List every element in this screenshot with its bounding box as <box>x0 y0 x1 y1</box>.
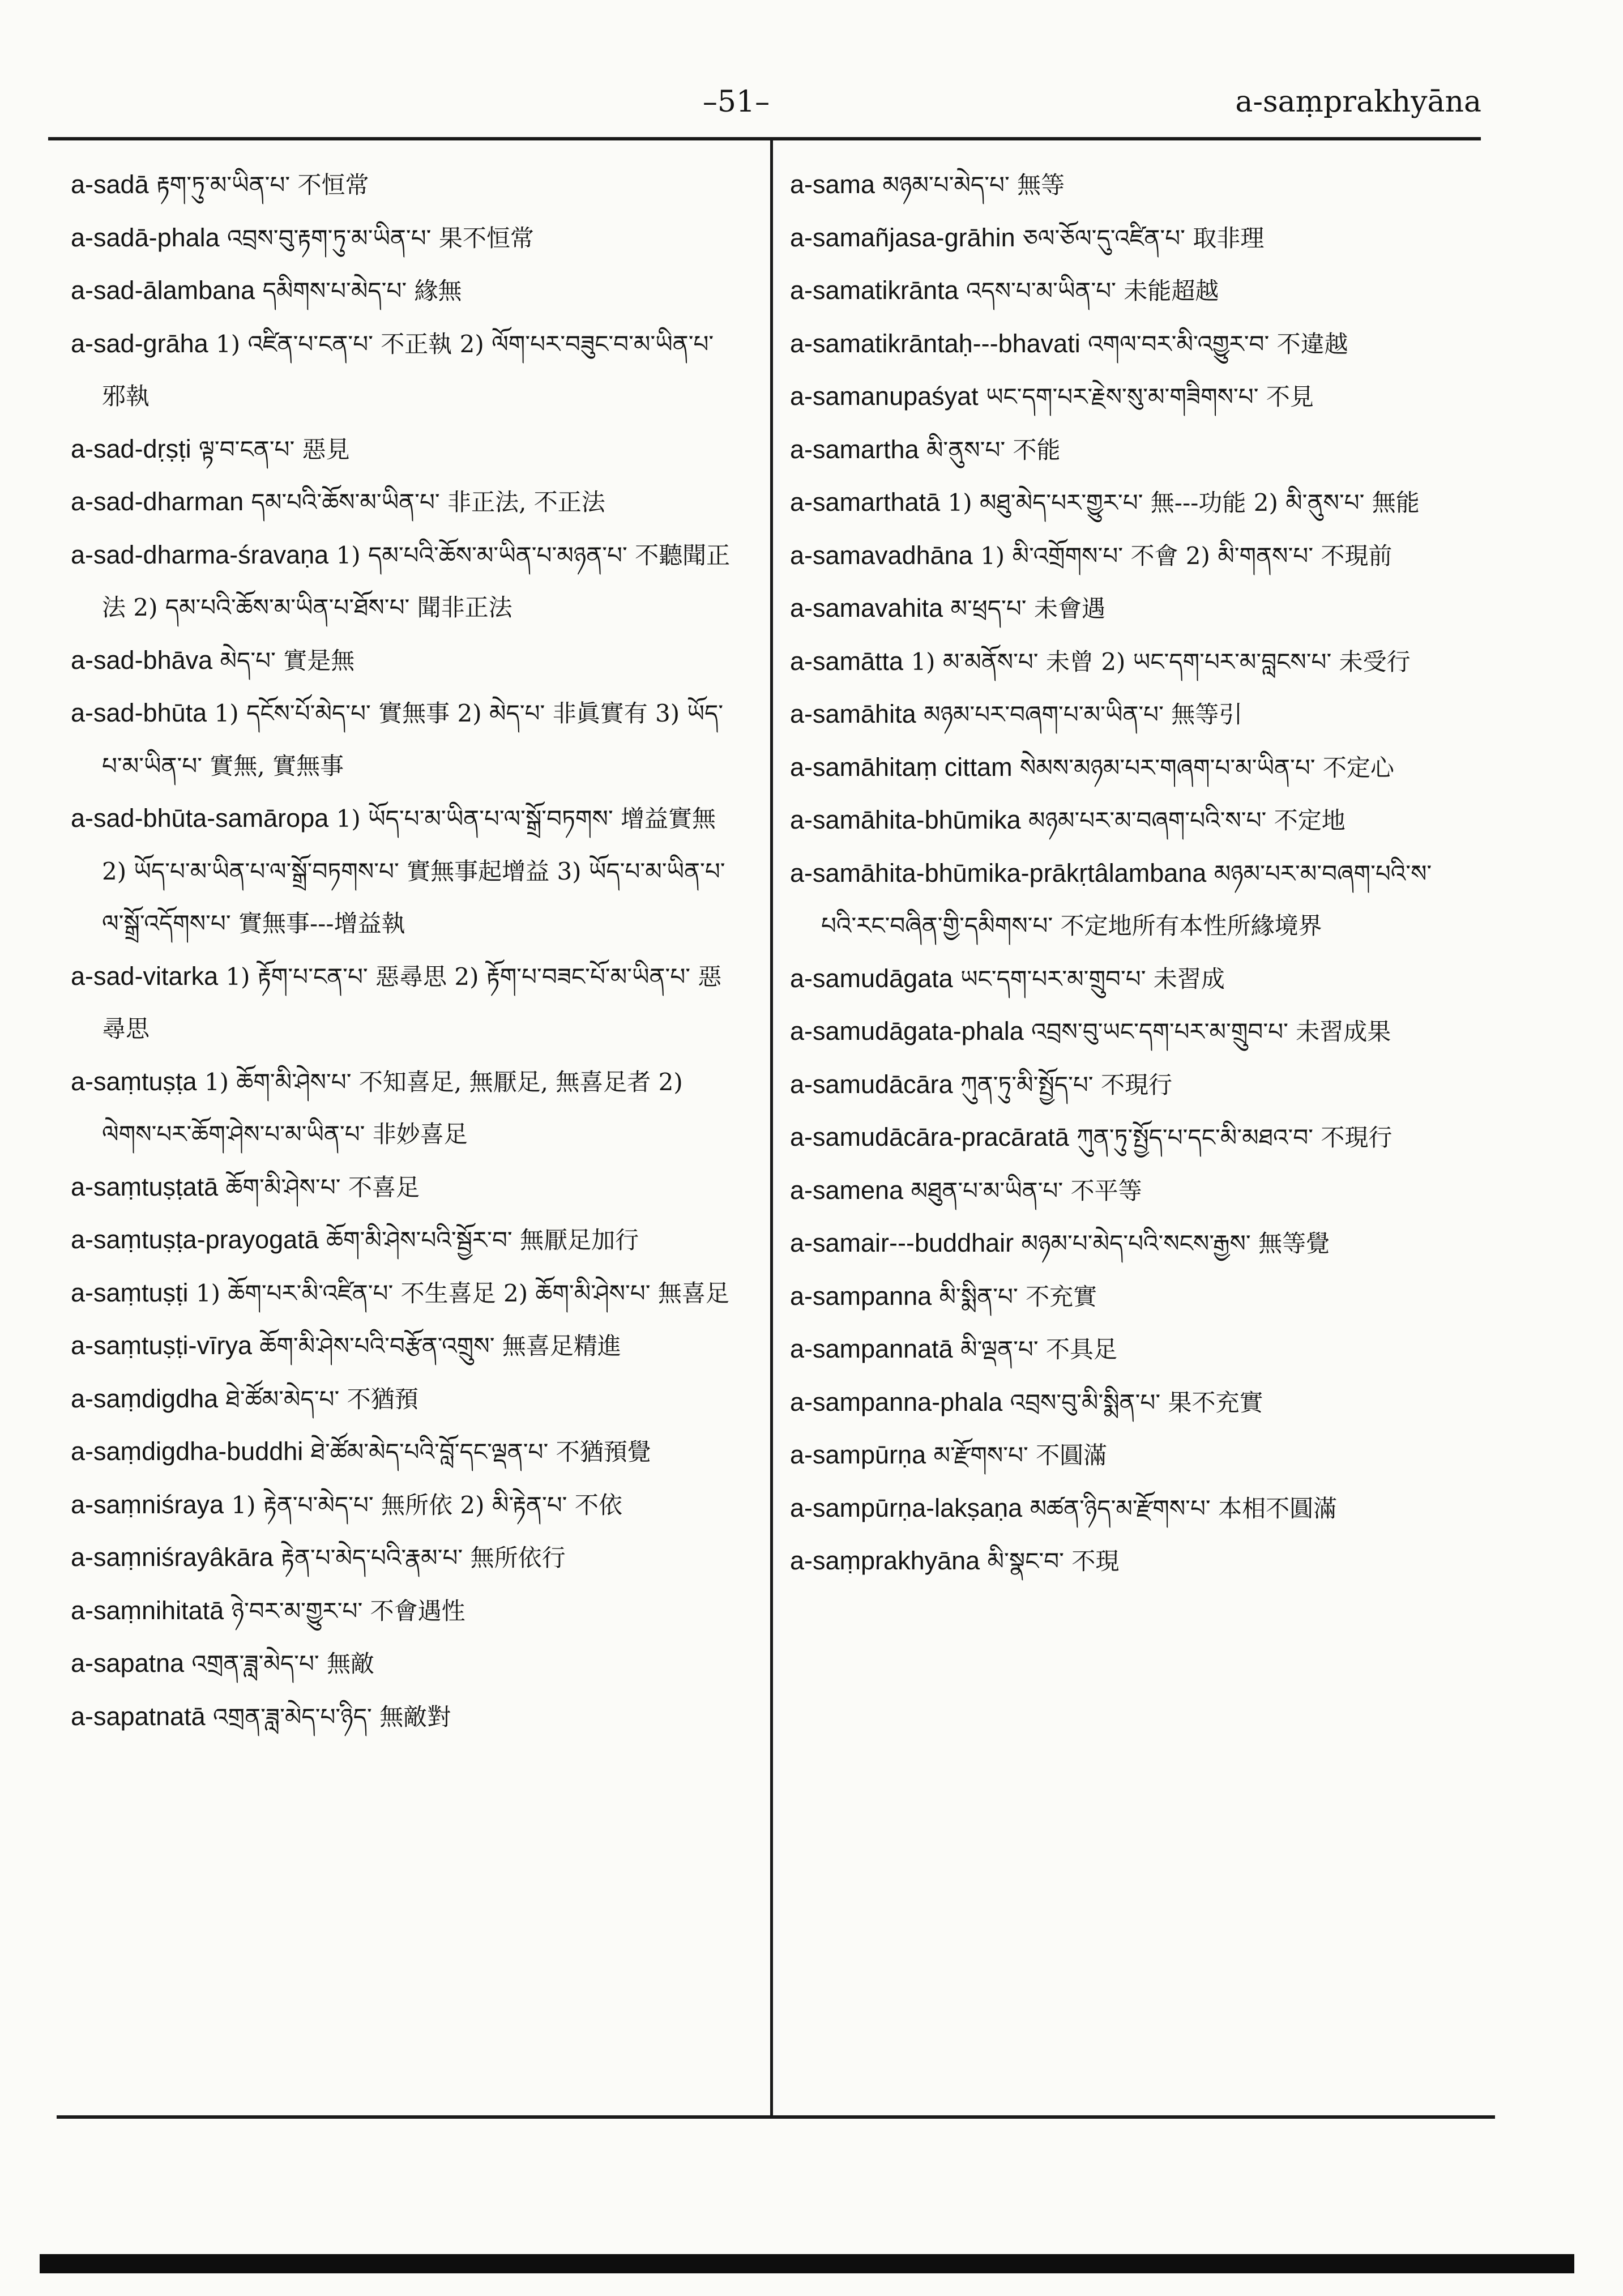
dictionary-entry <box>790 1323 1458 1376</box>
entry-headword: a-sad-bhūta <box>71 698 207 727</box>
entry-headword: a-sad-bhāva <box>71 645 213 675</box>
entry-headword: a-samavadhāna <box>790 540 973 570</box>
entry-translation: ཆོག་མི་ཤེས་པ་ 不喜足 <box>225 1173 420 1201</box>
entry-headword: a-sampannatā <box>790 1334 953 1363</box>
entry-translation: 1) ཆོག་པར་མི་འཛིན་པ་ 不生喜足 2) ཆོག་མི་ཤེས་པ་ 無喜足 <box>195 1279 729 1307</box>
entry-translation: ཆོག་མི་ཤེས་པའི་སྦྱོར་བ་ 無厭足加行 <box>326 1226 639 1254</box>
dictionary-entry <box>71 1267 739 1320</box>
dictionary-entry <box>71 1161 739 1214</box>
dictionary-entry <box>71 1531 739 1585</box>
entry-headword: a-samanupaśyat <box>790 382 979 411</box>
entry-headword: a-samāhita-bhūmika-prākṛtâlambana <box>790 858 1207 887</box>
entry-headword: a-saṃtuṣṭatā <box>71 1172 219 1201</box>
running-head: a-saṃprakhyāna <box>1235 85 1481 119</box>
dictionary-entry <box>790 476 1458 530</box>
entry-headword: a-sadā <box>71 170 149 199</box>
entry-headword: a-saṃprakhyāna <box>790 1546 980 1575</box>
dictionary-entry <box>71 792 739 950</box>
entry-translation: 1) ཡོད་པ་མ་ཡིན་པ་ལ་སྒྲོ་བཏགས་ 增益實無 2) ཡོད་པ་མ་ཡིན་པ་ལ་སྒྲོ་བཏགས་པ་ 實無事起增益 3) ཡོད་པ་མ་ཡིན་པ་ལ་སྒྲོ་འདོགས་པ་ 實無事---增益執 <box>102 805 725 937</box>
entry-translation: ཉེ་བར་མ་གྱུར་པ་ 不會遇性 <box>231 1597 465 1625</box>
entry-translation: འབྲས་བུ་ཡང་དག་པར་མ་གྲུབ་པ་ 未習成果 <box>1031 1018 1391 1045</box>
dictionary-entry <box>790 953 1458 1006</box>
entry-translation: ཡང་དག་པར་མ་གྲུབ་པ་ 未習成 <box>960 965 1225 993</box>
entry-translation: 1) མཐུ་མེད་པར་གྱུར་པ་ 無---功能 2) མི་ནུས་པ་ 無能 <box>947 489 1420 517</box>
dictionary-entry <box>790 212 1458 265</box>
top-rule <box>48 137 1481 140</box>
dictionary-entry <box>790 1429 1458 1482</box>
entry-headword: a-sapatna <box>71 1649 185 1678</box>
dictionary-entry <box>71 1320 739 1373</box>
entry-headword: a-saṃniśrayâkāra <box>71 1543 274 1572</box>
entry-headword: a-saṃtuṣṭa <box>71 1066 197 1096</box>
entry-headword: a-sad-dharman <box>71 487 244 516</box>
entry-translation: 1) འཛིན་པ་ངན་པ་ 不正執 2) ལོག་པར་བཟུང་བ་མ་ཡིན་པ་ 邪執 <box>102 330 714 410</box>
dictionary-entry <box>71 1585 739 1638</box>
entry-headword: a-samudāgata <box>790 963 953 993</box>
dictionary-entry <box>71 212 739 265</box>
entry-headword: a-samartha <box>790 434 919 464</box>
entry-translation: མ་ཕྲད་པ་ 未會遇 <box>950 595 1105 622</box>
entry-headword: a-saṃdigdha <box>71 1384 219 1413</box>
entry-translation: མཐུན་པ་མ་ཡིན་པ་ 不平等 <box>911 1176 1142 1205</box>
entry-translation: 1) རྟེན་པ་མེད་པ་ 無所依 2) མི་རྟེན་པ་ 不依 <box>231 1491 622 1519</box>
entry-translation: 1) མི་འགྲོགས་པ་ 不會 2) མི་གནས་པ་ 不現前 <box>980 541 1393 570</box>
entry-headword: a-samatikrānta <box>790 276 959 305</box>
entry-translation: 1) དངོས་པོ་མེད་པ་ 實無事 2) མེད་པ་ 非眞實有 3) ཡོད་པ་མ་ཡིན་པ་ 實無, 實無事 <box>102 699 724 780</box>
dictionary-entry <box>790 1376 1458 1429</box>
left-column <box>71 159 739 1743</box>
entry-translation: མཉམ་པ་མེད་པའི་སངས་རྒྱས་ 無等覺 <box>1021 1230 1330 1257</box>
entry-translation: 1) རྟོག་པ་ངན་པ་ 惡尋思 2) རྟོག་པ་བཟང་པོ་མ་ཡིན་པ་ 惡尋思 <box>102 962 722 1043</box>
dictionary-entry <box>790 1217 1458 1270</box>
entry-translation: རྟེན་པ་མེད་པའི་རྣམ་པ་ 無所依行 <box>281 1544 566 1572</box>
dictionary-entry <box>790 1005 1458 1059</box>
entry-translation: 1) མ་མནོས་པ་ 未曾 2) ཡང་དག་པར་མ་བླངས་པ་ 未受行 <box>911 647 1411 676</box>
dictionary-entry <box>790 582 1458 635</box>
dictionary-entry <box>71 687 739 792</box>
dictionary-entry <box>71 423 739 476</box>
dictionary-entry <box>71 1479 739 1532</box>
entry-headword: a-samañjasa-grāhin <box>790 223 1015 252</box>
entry-headword: a-sampūrṇa <box>790 1440 926 1469</box>
dictionary-entry <box>790 1111 1458 1164</box>
entry-translation: སེམས་མཉམ་པར་གཞག་པ་མ་ཡིན་པ་ 不定心 <box>1019 753 1394 782</box>
entry-headword: a-samena <box>790 1175 904 1205</box>
dictionary-entry <box>790 1164 1458 1218</box>
entry-translation: མཚན་ཉིད་མ་རྫོགས་པ་ 本相不圓滿 <box>1030 1494 1338 1522</box>
dictionary-entry <box>790 741 1458 795</box>
entry-translation: ཀུན་ཏུ་མི་སྤྱོད་པ་ 不現行 <box>960 1070 1172 1099</box>
entry-translation: 1) དམ་པའི་ཆོས་མ་ཡིན་པ་མཉན་པ་ 不聽聞正法 2) དམ་པའི་ཆོས་མ་ཡིན་པ་ཐོས་པ་ 聞非正法 <box>102 541 731 621</box>
entry-headword: a-samāhitaṃ cittam <box>790 752 1013 782</box>
dictionary-entry <box>71 1691 739 1744</box>
entry-headword: a-sapatnatā <box>71 1701 206 1731</box>
entry-headword: a-saṃtuṣṭi <box>71 1278 189 1307</box>
entry-translation: དམིགས་པ་མེད་པ་ 緣無 <box>262 277 462 305</box>
dictionary-entry <box>71 1637 739 1691</box>
page-number: –51– <box>702 85 770 119</box>
entry-translation: འགལ་བར་མི་འགྱུར་བ་ 不違越 <box>1088 330 1348 358</box>
bottom-rule <box>57 2115 1495 2119</box>
entry-translation: མཉམ་པར་མ་བཞག་པའི་ས་པའི་རང་བཞིན་གྱི་དམིགས་པ་ 不定地所有本性所緣境界 <box>821 859 1432 940</box>
entry-translation: ཆོག་མི་ཤེས་པའི་བརྩོན་འགྲུས་ 無喜足精進 <box>259 1332 621 1360</box>
dictionary-entry <box>790 1270 1458 1324</box>
entry-translation: འགྲན་ཟླ་མེད་པ་ཉིད་ 無敵對 <box>213 1702 451 1731</box>
dictionary-entry <box>71 318 739 423</box>
dictionary-entry <box>790 635 1458 689</box>
entry-translation: འབྲས་བུ་མི་སྨིན་པ་ 果不充實 <box>1010 1388 1263 1416</box>
dictionary-entry <box>790 318 1458 371</box>
entry-translation: ཀུན་ཏུ་སྤྱོད་པ་དང་མི་མཐའ་བ་ 不現行 <box>1077 1124 1393 1151</box>
scan-edge-bar <box>40 2254 1574 2273</box>
entry-translation: ཡང་དག་པར་རྗེས་སུ་མ་གཟིགས་པ་ 不見 <box>986 383 1314 411</box>
entry-headword: a-sama <box>790 170 875 199</box>
entry-headword: a-samair---buddhair <box>790 1228 1014 1257</box>
dictionary-entry <box>71 950 739 1056</box>
entry-headword: a-samāhita <box>790 699 916 728</box>
entry-headword: a-sampanna <box>790 1281 932 1311</box>
dictionary-entry <box>790 1059 1458 1112</box>
dictionary-entry <box>790 1535 1458 1588</box>
entry-translation: འདས་པ་མ་ཡིན་པ་ 未能超越 <box>966 277 1219 305</box>
entry-headword: a-sad-grāha <box>71 328 208 358</box>
dictionary-entry <box>71 529 739 634</box>
entry-translation: ཐེ་ཚོམ་མེད་པའི་བློ་དང་ལྡན་པ་ 不猶預覺 <box>310 1438 651 1466</box>
entry-translation: ཅལ་ཅོལ་དུ་འཛིན་པ་ 取非理 <box>1023 224 1265 252</box>
entry-translation: མེད་པ་ 實是無 <box>220 646 355 675</box>
dictionary-entry <box>790 847 1458 953</box>
entry-headword: a-samudācāra-pracāratā <box>790 1123 1069 1151</box>
entry-headword: a-samātta <box>790 646 904 676</box>
dictionary-entry <box>71 1056 739 1161</box>
entry-headword: a-sadā-phala <box>71 223 220 252</box>
entry-translation: མི་སྣང་བ་ 不現 <box>987 1547 1120 1575</box>
column-divider <box>770 140 773 2117</box>
dictionary-entry <box>790 159 1458 212</box>
dictionary-entry <box>790 370 1458 424</box>
entry-headword: a-samatikrāntaḥ---bhavati <box>790 328 1080 358</box>
entry-headword: a-sampanna-phala <box>790 1387 1003 1416</box>
entry-headword: a-saṃnihitatā <box>71 1595 224 1625</box>
dictionary-entry <box>71 1426 739 1479</box>
right-column <box>790 159 1458 1588</box>
dictionary-entry <box>790 1482 1458 1535</box>
entry-translation: མི་སྨིན་པ་ 不充實 <box>939 1282 1097 1311</box>
entry-translation: དམ་པའི་ཆོས་མ་ཡིན་པ་ 非正法, 不正法 <box>251 488 605 516</box>
entry-headword: a-sad-bhūta-samāropa <box>71 804 329 833</box>
entry-headword: a-sad-ālambana <box>71 276 255 305</box>
dictionary-entry <box>71 159 739 212</box>
entry-translation: 1) ཆོག་མི་ཤེས་པ་ 不知喜足, 無厭足, 無喜足者 2) ལེགས་པར་ཆོག་ཤེས་པ་མ་ཡིན་པ་ 非妙喜足 <box>102 1068 683 1148</box>
entry-translation: ལྟ་བ་ངན་པ་ 惡見 <box>198 435 350 463</box>
dictionary-entry <box>790 264 1458 318</box>
entry-headword: a-saṃtuṣṭi-vīrya <box>71 1331 253 1360</box>
entry-translation: མཉམ་པ་མེད་པ་ 無等 <box>882 171 1065 199</box>
entry-headword: a-sad-vitarka <box>71 961 219 991</box>
entry-headword: a-sampūrṇa-lakṣaṇa <box>790 1493 1023 1522</box>
entry-translation: མི་ལྡན་པ་ 不具足 <box>960 1335 1118 1363</box>
entry-translation: འགྲན་ཟླ་མེད་པ་ 無敵 <box>191 1650 375 1678</box>
dictionary-entry <box>790 688 1458 741</box>
entry-headword: a-sad-dharma-śravaṇa <box>71 540 329 569</box>
entry-translation: རྟག་ཏུ་མ་ཡིན་པ་ 不恒常 <box>156 171 369 199</box>
entry-headword: a-saṃdigdha-buddhi <box>71 1437 304 1466</box>
entry-headword: a-samudāgata-phala <box>790 1017 1024 1045</box>
entry-translation: མ་རྫོགས་པ་ 不圓滿 <box>933 1441 1108 1469</box>
dictionary-entry <box>71 264 739 318</box>
entry-headword: a-samudācāra <box>790 1069 953 1099</box>
dictionary-entry <box>71 634 739 688</box>
dictionary-entry <box>71 1373 739 1426</box>
entry-translation: འབྲས་བུ་རྟག་ཏུ་མ་ཡིན་པ་ 果不恒常 <box>227 224 534 252</box>
entry-translation: མཉམ་པར་བཞག་པ་མ་ཡིན་པ་ 無等引 <box>923 701 1243 728</box>
dictionary-entry <box>790 530 1458 583</box>
entry-headword: a-samarthatā <box>790 488 941 517</box>
dictionary-entry <box>790 794 1458 847</box>
entry-translation: ཐེ་ཚོམ་མེད་པ་ 不猶預 <box>225 1385 418 1413</box>
dictionary-entry <box>790 424 1458 477</box>
entry-headword: a-saṃtuṣṭa-prayogatā <box>71 1225 319 1254</box>
entry-headword: a-samavahita <box>790 594 943 622</box>
entry-headword: a-samāhita-bhūmika <box>790 805 1021 834</box>
entry-headword: a-sad-dṛṣṭi <box>71 434 191 463</box>
dictionary-entry <box>71 476 739 529</box>
entry-headword: a-saṃniśraya <box>71 1490 224 1519</box>
dictionary-entry <box>71 1214 739 1267</box>
entry-translation: མི་ནུས་པ་ 不能 <box>926 436 1061 464</box>
entry-translation: མཉམ་པར་མ་བཞག་པའི་ས་པ་ 不定地 <box>1028 806 1346 834</box>
